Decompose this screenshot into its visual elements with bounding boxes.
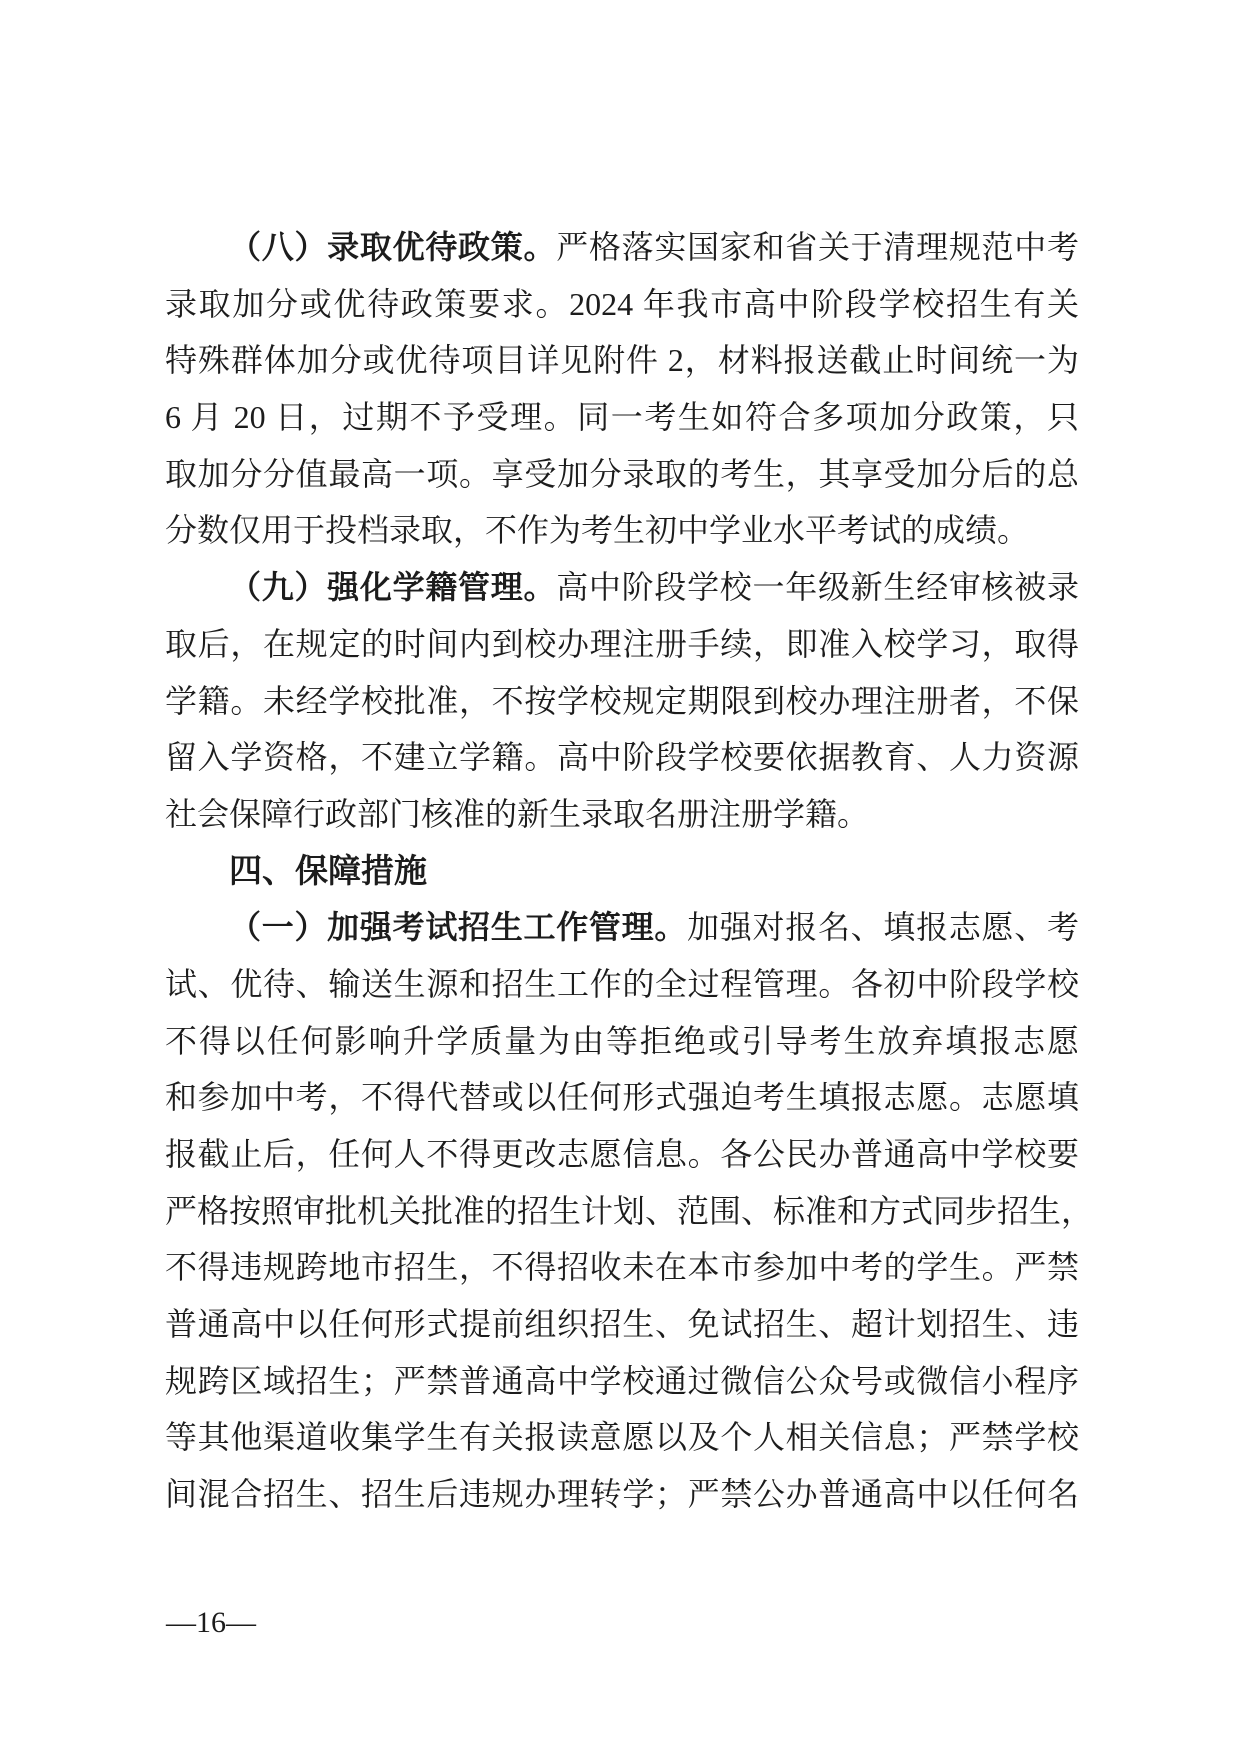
text-line: 不得违规跨地市招生，不得招收未在本市参加中考的学生。严禁 [165, 1249, 1079, 1286]
text-line: 留入学资格，不建立学籍。高中阶段学校要依据教育、人力资源 [165, 739, 1079, 776]
text-line: 分数仅用于投档录取，不作为考生初中学业水平考试的成绩。 [165, 512, 1030, 549]
text-line: 录取加分或优待政策要求。2024 年我市高中阶段学校招生有关 [165, 285, 1079, 322]
paragraph-lead-in: （九）强化学籍管理。 [229, 569, 557, 606]
paragraph-lead-in: （八）录取优待政策。 [229, 229, 557, 265]
paragraph-lead-in: （一）加强考试招生工作管理。 [229, 909, 688, 946]
text-line: 6 月 20 日，过期不予受理。同一考生如符合多项加分政策，只 [165, 399, 1079, 436]
text-line: 间混合招生、招生后违规办理转学；严禁公办普通高中以任何名 [165, 1476, 1079, 1513]
text-line: 规跨区域招生；严禁普通高中学校通过微信公众号或微信小程序 [165, 1362, 1079, 1399]
text-line: 严格按照审批机关批准的招生计划、范围、标准和方式同步招生， [165, 1192, 1094, 1229]
text-line: 不得以任何影响升学质量为由等拒绝或引导考生放弃填报志愿 [165, 1022, 1079, 1059]
section-heading: 四、保障措施 [229, 851, 427, 889]
text-line: （九）强化学籍管理。高中阶段学校一年级新生经审核被录 [229, 569, 1079, 606]
text-line: 报截止后，任何人不得更改志愿信息。各公民办普通高中学校要 [165, 1136, 1079, 1172]
text-line: 学籍。未经学校批准，不按学校规定期限到校办理注册者，不保 [165, 682, 1079, 719]
text-line: （一）加强考试招生工作管理。加强对报名、填报志愿、考 [229, 909, 1079, 946]
text-line: 特殊群体加分或优待项目详见附件 2，材料报送截止时间统一为 [165, 342, 1079, 379]
text-line: （八）录取优待政策。严格落实国家和省关于清理规范中考 [229, 229, 1079, 265]
text-line: 和参加中考，不得代替或以任何形式强迫考生填报志愿。志愿填 [165, 1079, 1079, 1116]
text-line: 普通高中以任何形式提前组织招生、免试招生、超计划招生、违 [165, 1306, 1079, 1343]
page-number: —16— [166, 1606, 256, 1639]
text-line: 试、优待、输送生源和招生工作的全过程管理。各初中阶段学校 [165, 965, 1079, 1002]
text-line: 社会保障行政部门核准的新生录取名册注册学籍。 [165, 795, 870, 832]
text-line: 取加分分值最高一项。享受加分录取的考生，其享受加分后的总 [165, 455, 1079, 492]
text-line: 取后，在规定的时间内到校办理注册手续，即准入校学习，取得 [165, 625, 1079, 662]
text-line: 等其他渠道收集学生有关报读意愿以及个人相关信息；严禁学校 [165, 1419, 1079, 1456]
document-body [165, 219, 1094, 1523]
